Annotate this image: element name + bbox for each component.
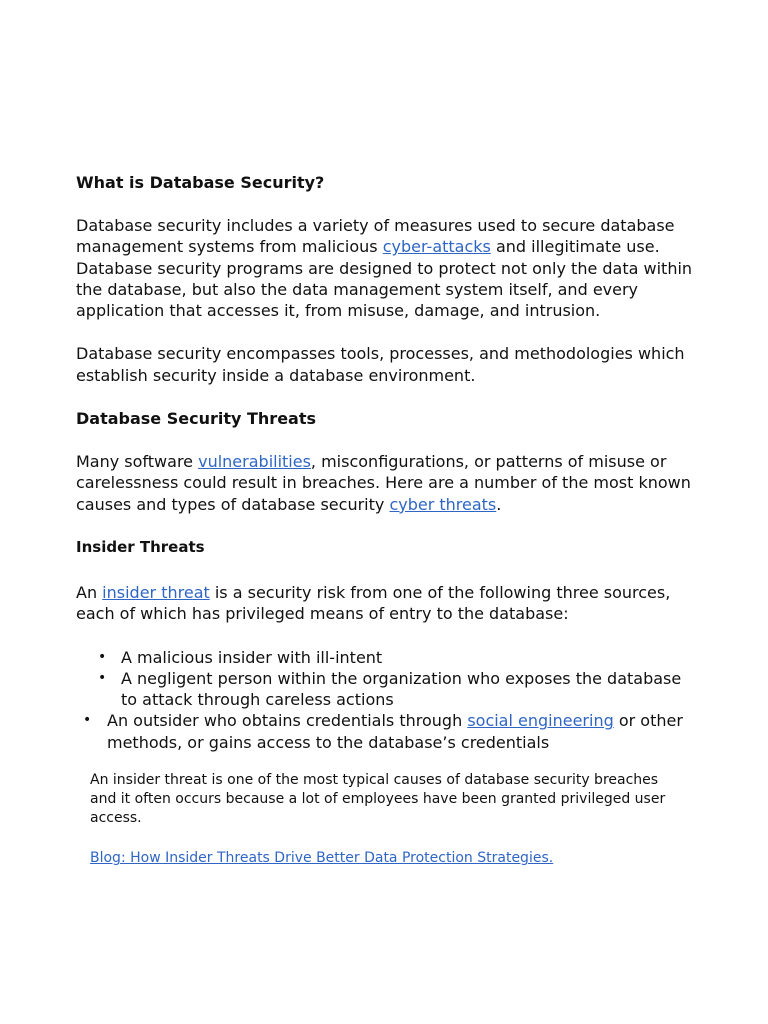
insider-threat-link[interactable]: insider threat	[102, 582, 210, 602]
vulnerabilities-link[interactable]: vulnerabilities	[198, 452, 311, 472]
list-item-text: An outsider who obtains credentials through	[107, 711, 468, 731]
social-engineering-link[interactable]: social engineering	[467, 711, 614, 731]
insider-note: An insider threat is one of the most typical causes of database security breaches and it often occurs because a lot of employees have been granted privileged user access.	[90, 772, 666, 826]
paragraph-tools: Database security encompasses tools, processes, and methodologies which establish security inside a database environment.	[76, 344, 685, 385]
heading-database-security-threats: Database Security Threats	[76, 409, 317, 429]
cyber-threats-link[interactable]: cyber threats	[389, 494, 497, 514]
list-item	[76, 710, 696, 753]
heading-insider-threats: Insider Threats	[76, 537, 205, 556]
paragraph-threats	[76, 451, 696, 515]
paragraph-text: Many software	[76, 452, 199, 472]
paragraph-text: is a security risk from one of the following three sources, each of which has privileged means of entry to the database:	[76, 582, 671, 624]
list-item: • A malicious insider with ill-intent	[76, 647, 696, 668]
paragraph-text: and illegitimate use. Database security programs are designed to protect not only the data within the database, but also the data management system itself, and every application that accesses it, from misuse, damage, and intrusion.	[76, 237, 693, 321]
paragraph-text: .	[496, 494, 502, 514]
cyber-attacks-link[interactable]: cyber-attacks	[382, 237, 491, 257]
paragraph-definition	[76, 215, 696, 321]
paragraph-text: , misconfigurations, or patterns of misuse or carelessness could result in breaches. Here are a number of the most known causes and types of database security	[76, 452, 691, 514]
list-item-text: or other methods, or gains access to the database’s credentials	[107, 711, 683, 752]
paragraph-text: An	[76, 582, 103, 602]
bullet-list-outer	[76, 710, 696, 753]
paragraph-insider	[76, 582, 696, 625]
list-item: • A negligent person within the organization who exposes the database to attack through careless actions	[76, 668, 696, 711]
paragraph-text: Database security includes a variety of measures used to secure database management systems from malicious	[76, 216, 675, 257]
heading-what-is-database-security: What is Database Security?	[76, 173, 325, 192]
bullet-list	[76, 647, 696, 711]
blog-link[interactable]: Blog: How Insider Threats Drive Better Data Protection Strategies.	[90, 850, 554, 867]
document-page	[76, 172, 696, 882]
